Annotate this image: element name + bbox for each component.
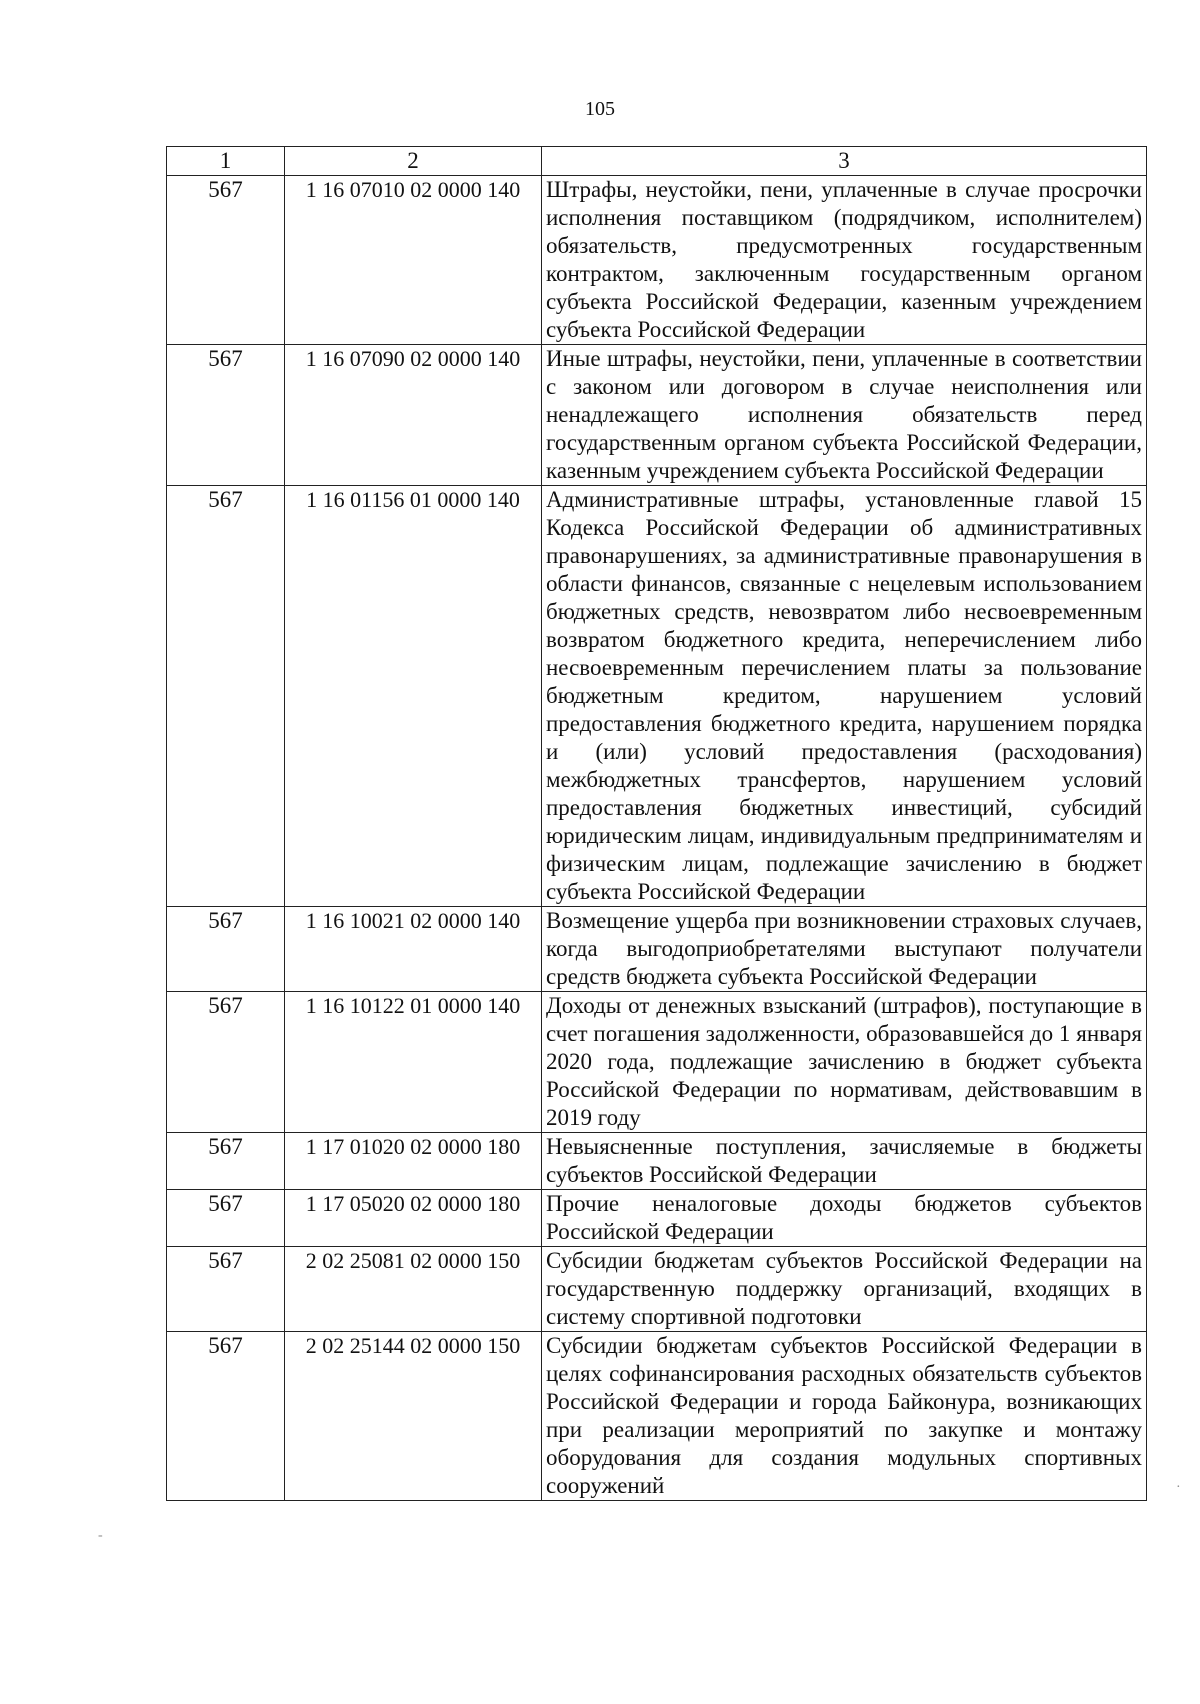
description-cell: Субсидии бюджетам субъектов Российской Федерации на государственную поддержку организаций, входящих в систему спортивной подготовки: [542, 1247, 1147, 1332]
description-cell: Прочие неналоговые доходы бюджетов субъектов Российской Федерации: [542, 1190, 1147, 1247]
description-cell: Штрафы, неустойки, пени, уплаченные в случае просрочки исполнения поставщиком (подрядчиком, исполнителем) обязательств, предусмотренных государственным контрактом, заключенным государственным органом субъекта Российской Федерации, казенным учреждением субъекта Российской Федерации: [542, 176, 1147, 345]
table-row: [167, 1190, 1147, 1247]
description-cell: Административные штрафы, установленные главой 15 Кодекса Российской Федерации об административных правонарушениях, за административные правонарушения в области финансов, связанные с нецелевым использованием бюджетных средств, невозвратом либо несвоевременным возвратом бюджетного кредита, неперечислением либо несвоевременным перечислением платы за пользование бюджетным кредитом, нарушением условий предоставления бюджетного кредита, нарушением порядка и (или) условий предоставления (расходования) межбюджетных трансфертов, нарушением условий предоставления бюджетных инвестиций, субсидий юридическим лицам, индивидуальным предпринимателям и физическим лицам, подлежащие зачислению в бюджет субъекта Российской Федерации: [542, 486, 1147, 907]
table-row: [167, 486, 1147, 907]
description-cell: Субсидии бюджетам субъектов Российской Федерации в целях софинансирования расходных обязательств субъектов Российской Федерации и города Байконура, возникающих при реализации мероприятий по закупке и монтажу оборудования для создания модульных спортивных сооружений: [542, 1332, 1147, 1501]
admin-code-cell: 567: [167, 907, 285, 992]
column-header-1: 1: [167, 147, 285, 176]
description-cell: Иные штрафы, неустойки, пени, уплаченные в соответствии с законом или договором в случае неисполнения или ненадлежащего исполнения обязательств перед государственным органом субъекта Российской Федерации, казенным учреждением субъекта Российской Федерации: [542, 345, 1147, 486]
admin-code-cell: 567: [167, 176, 285, 345]
revenue-codes-table: [166, 146, 1147, 1501]
admin-code-cell: 567: [167, 992, 285, 1133]
admin-code-cell: 567: [167, 1332, 285, 1501]
table-header-row: [167, 147, 1147, 176]
table-row: [167, 907, 1147, 992]
kbk-code-cell: 2 02 25144 02 0000 150: [285, 1332, 542, 1501]
kbk-code-cell: 1 16 10021 02 0000 140: [285, 907, 542, 992]
description-cell: Невыясненные поступления, зачисляемые в бюджеты субъектов Российской Федерации: [542, 1133, 1147, 1190]
admin-code-cell: 567: [167, 1133, 285, 1190]
column-header-2: 2: [285, 147, 542, 176]
table-row: [167, 1332, 1147, 1501]
table-row: [167, 1133, 1147, 1190]
table-row: [167, 176, 1147, 345]
page-number: 105: [585, 98, 615, 120]
table-row: [167, 1247, 1147, 1332]
kbk-code-cell: 1 16 07090 02 0000 140: [285, 345, 542, 486]
kbk-code-cell: 2 02 25081 02 0000 150: [285, 1247, 542, 1332]
admin-code-cell: 567: [167, 1247, 285, 1332]
admin-code-cell: 567: [167, 486, 285, 907]
kbk-code-cell: 1 16 01156 01 0000 140: [285, 486, 542, 907]
kbk-code-cell: 1 17 05020 02 0000 180: [285, 1190, 542, 1247]
admin-code-cell: 567: [167, 1190, 285, 1247]
table-row: [167, 992, 1147, 1133]
scan-speck: ·: [1176, 1480, 1181, 1495]
kbk-code-cell: 1 16 10122 01 0000 140: [285, 992, 542, 1133]
table-row: [167, 345, 1147, 486]
description-cell: Доходы от денежных взысканий (штрафов), поступающие в счет погашения задолженности, образовавшейся до 1 января 2020 года, подлежащие зачислению в бюджет субъекта Российской Федерации по нормативам, действовавшим в 2019 году: [542, 992, 1147, 1133]
column-header-3: 3: [542, 147, 1147, 176]
description-cell: Возмещение ущерба при возникновении страховых случаев, когда выгодоприобретателями выступают получатели средств бюджета субъекта Российской Федерации: [542, 907, 1147, 992]
kbk-code-cell: 1 17 01020 02 0000 180: [285, 1133, 542, 1190]
kbk-code-cell: 1 16 07010 02 0000 140: [285, 176, 542, 345]
admin-code-cell: 567: [167, 345, 285, 486]
scan-speck: ‐: [98, 1528, 103, 1543]
